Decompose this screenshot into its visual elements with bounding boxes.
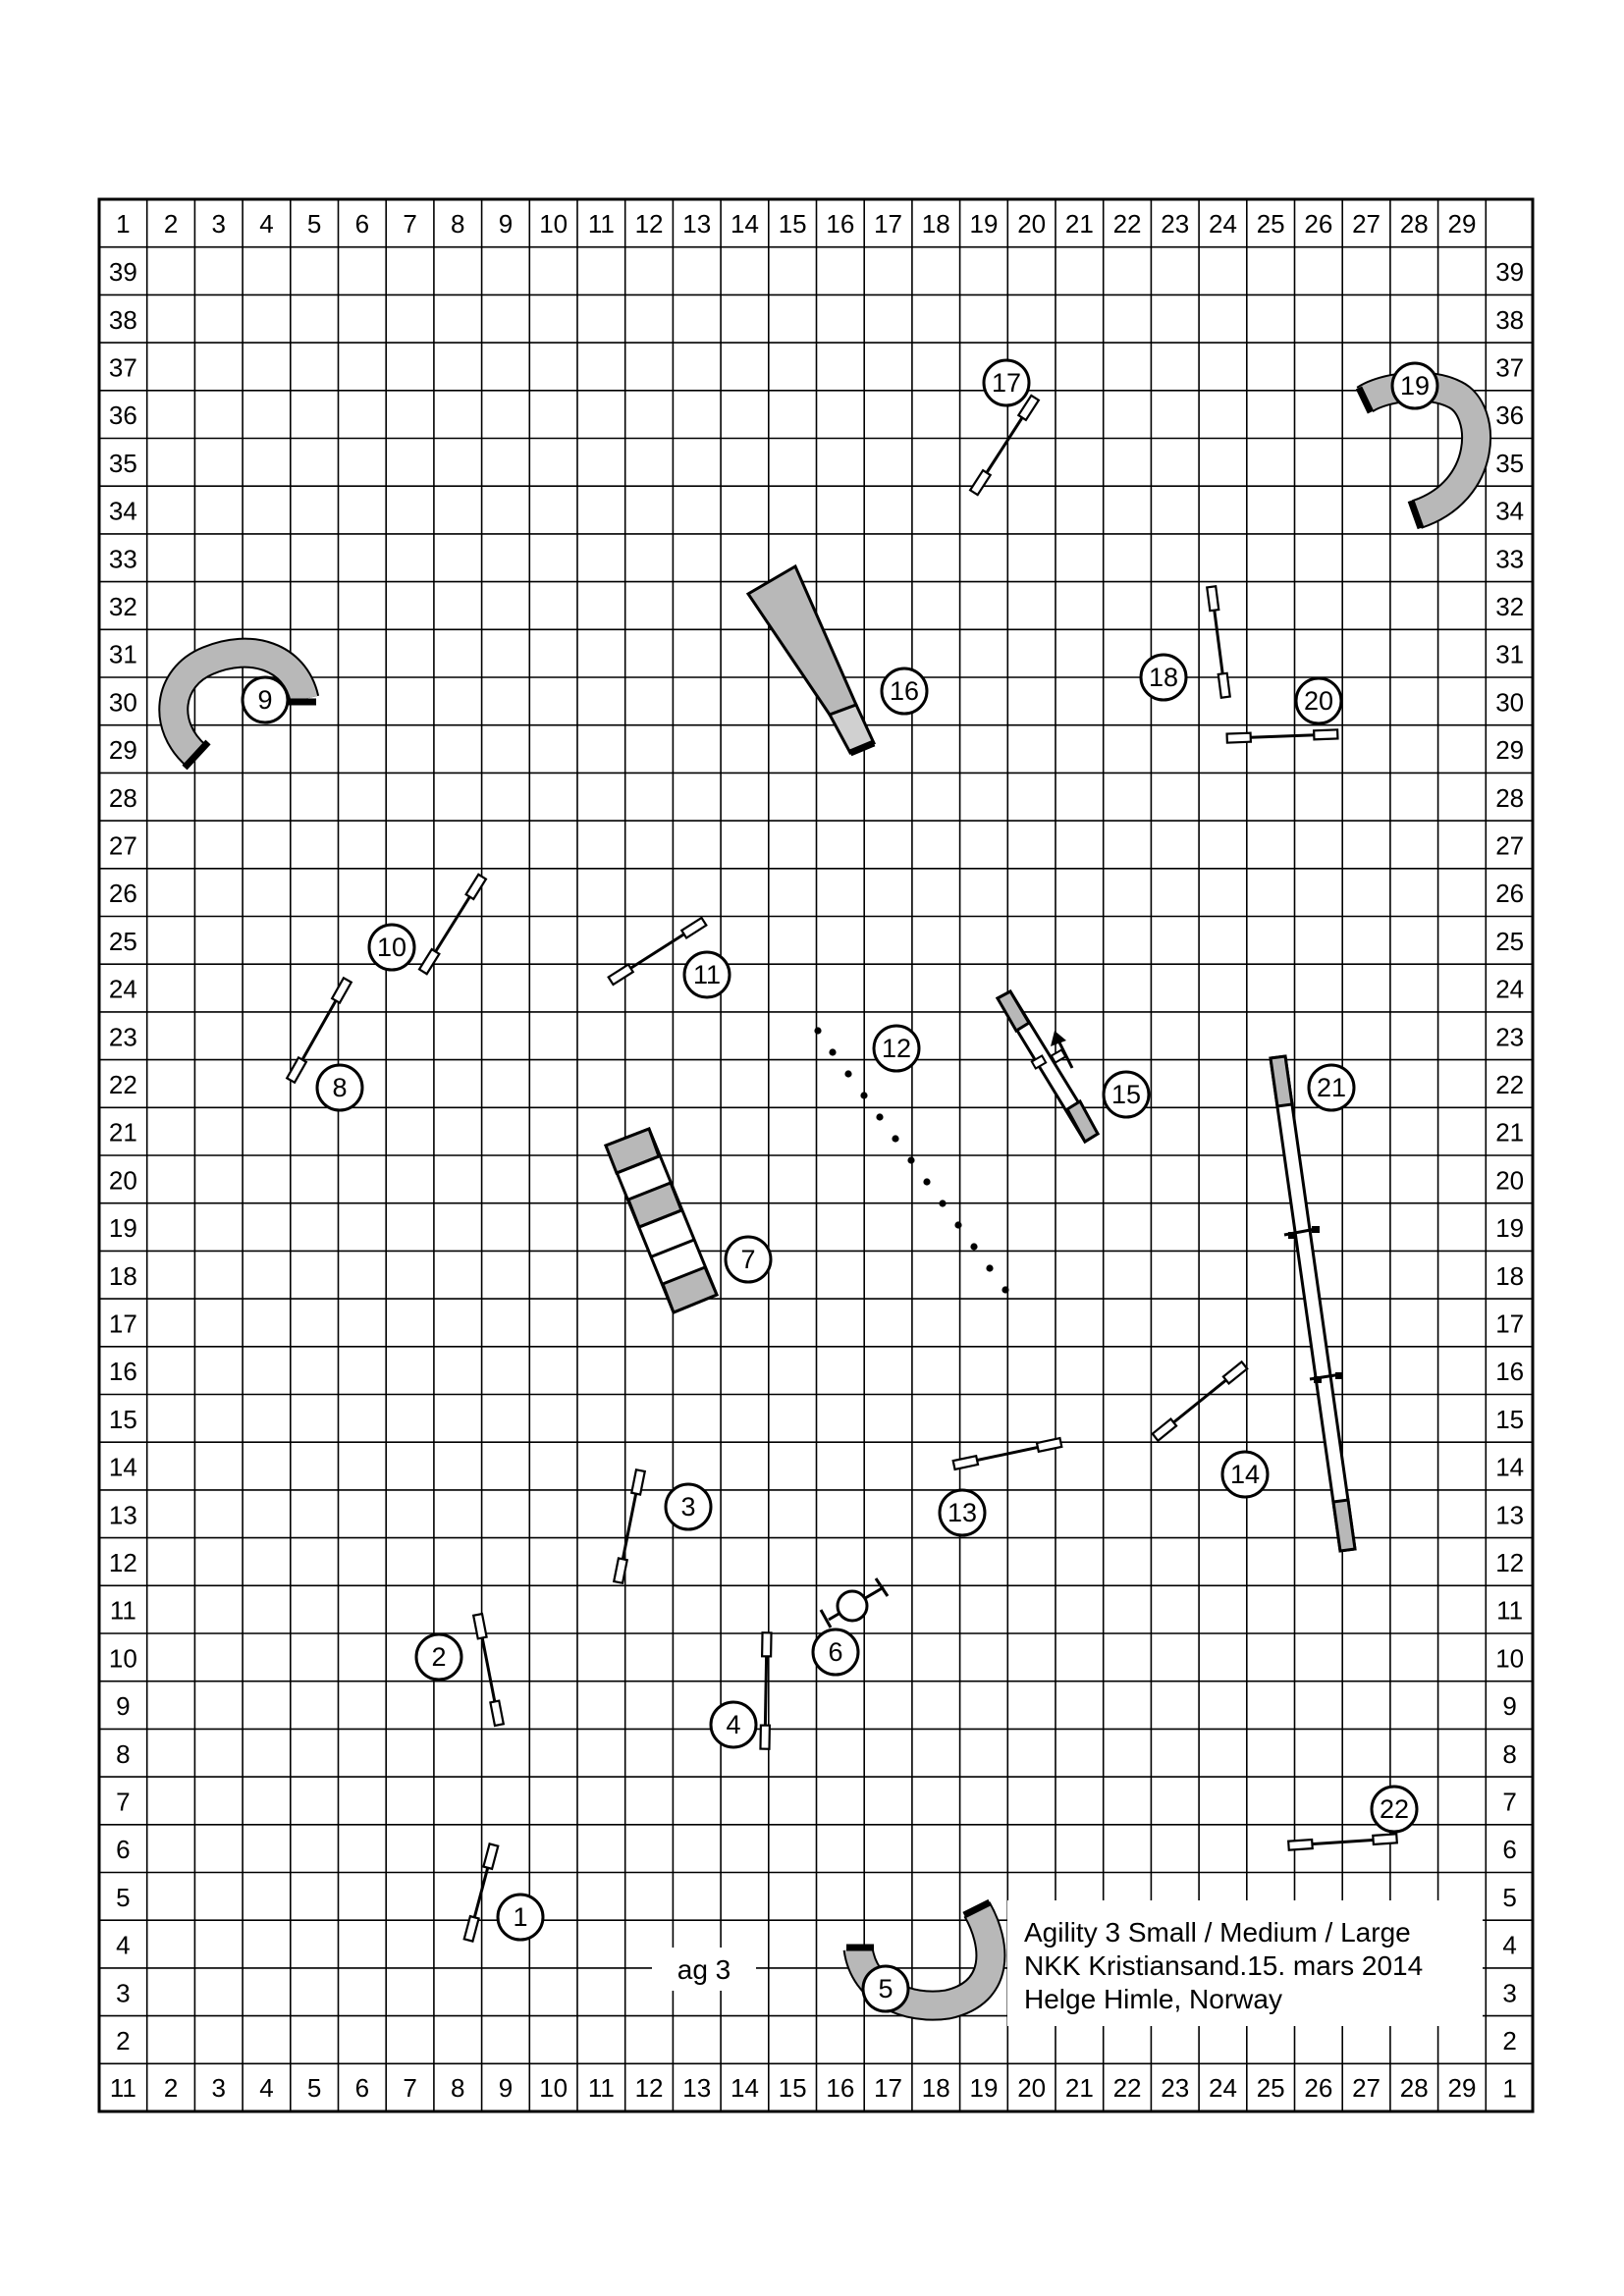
- grid-bottom-label: 27: [1352, 2073, 1381, 2103]
- grid-right-label: 26: [1495, 879, 1525, 909]
- grid-bottom-label: 7: [403, 2073, 417, 2103]
- grid-top-label: 24: [1208, 209, 1237, 239]
- course-number-label: 8: [332, 1073, 348, 1102]
- course-number-label: 9: [257, 685, 273, 715]
- grid-left-label: 16: [108, 1357, 137, 1387]
- grid-top-label: 5: [306, 209, 322, 239]
- grid-left-label: 14: [108, 1452, 137, 1482]
- grid-top-label: 21: [1064, 209, 1094, 239]
- grid-right-label: 38: [1495, 304, 1525, 335]
- course-number-17: [984, 360, 1029, 405]
- course-number-11: [684, 952, 730, 997]
- grid-right-label: 15: [1495, 1404, 1525, 1434]
- grid-bottom-label: 4: [259, 2073, 274, 2103]
- grid-top-label: 8: [451, 209, 465, 239]
- grid-right-label: 8: [1502, 1738, 1517, 1769]
- grid-bottom-label: 9: [498, 2073, 514, 2103]
- grid-top-label: 13: [682, 209, 712, 239]
- course-number-label: 20: [1303, 686, 1334, 716]
- course-number-6: [813, 1629, 858, 1675]
- grid-bottom-label: 17: [874, 2073, 903, 2103]
- course-number-13: [940, 1490, 985, 1535]
- grid-left-label: 2: [116, 2025, 131, 2056]
- grid-bottom-label: 10: [539, 2073, 568, 2103]
- jump: [419, 875, 486, 974]
- grid-right-label: 12: [1495, 1547, 1525, 1577]
- grid-left-label: 31: [108, 639, 137, 669]
- grid-left-label: 20: [108, 1165, 137, 1196]
- grid-right-label: 25: [1495, 926, 1525, 956]
- grid-left-label: 19: [108, 1213, 137, 1244]
- grid-bottom-label: 25: [1256, 2073, 1285, 2103]
- grid-right-label: 35: [1495, 448, 1525, 478]
- grid-left-label: 39: [108, 257, 137, 288]
- course-label-box: [652, 1948, 756, 1991]
- grid-left-label: 23: [108, 1022, 137, 1052]
- course-number-20: [1296, 678, 1341, 723]
- course-number-label: 18: [1148, 663, 1179, 692]
- grid-right-label: 10: [1495, 1643, 1525, 1674]
- grid-right-label: 22: [1495, 1069, 1525, 1099]
- grid-right-label: 24: [1495, 974, 1525, 1004]
- info-title: Agility 3 Small / Medium / Large: [1024, 1917, 1411, 1948]
- grid-left-label: 26: [108, 879, 137, 909]
- grid-right-label: 14: [1495, 1452, 1525, 1482]
- grid-left-label: 25: [108, 926, 137, 956]
- grid-left-label: 18: [108, 1260, 137, 1291]
- grid-left-label: 28: [108, 782, 137, 813]
- grid-top-label: 18: [921, 209, 950, 239]
- course-label: ag 3: [677, 1954, 731, 1985]
- grid-bottom-label: 29: [1447, 2073, 1477, 2103]
- grid-right-label: 4: [1502, 1930, 1517, 1960]
- grid-left-label: 3: [116, 1978, 131, 2008]
- grid-right-label: 36: [1495, 400, 1525, 431]
- course-number-2: [416, 1634, 461, 1680]
- grid-bottom-label: 19: [969, 2073, 999, 2103]
- course-number-3: [666, 1484, 711, 1529]
- grid-right-label: 3: [1502, 1978, 1517, 2008]
- course-number-label: 6: [828, 1637, 843, 1667]
- grid-left-label: 36: [108, 400, 137, 431]
- grid-top-label: 9: [498, 209, 514, 239]
- grid-left-label: 37: [108, 352, 137, 383]
- grid-left-label: 17: [108, 1308, 137, 1339]
- info-judge: Helge Himle, Norway: [1024, 1984, 1282, 2014]
- grid-left-label: 9: [116, 1691, 131, 1722]
- course-number-8: [317, 1065, 362, 1110]
- info-box: [1007, 1900, 1483, 2026]
- grid-left-label: 33: [108, 544, 137, 574]
- grid-right-label: 2: [1502, 2025, 1517, 2056]
- grid-left-label: 13: [108, 1500, 137, 1530]
- grid-top-label: 25: [1256, 209, 1285, 239]
- course-number-1: [498, 1895, 543, 1940]
- grid-left-label: 29: [108, 735, 137, 766]
- grid-right-label: 23: [1495, 1022, 1525, 1052]
- grid-right-label: 34: [1495, 496, 1525, 526]
- course-number-label: 7: [740, 1245, 756, 1274]
- course-number-label: 22: [1379, 1794, 1410, 1824]
- grid-bottom-label: 23: [1161, 2073, 1190, 2103]
- grid-left-label: 10: [108, 1643, 137, 1674]
- grid-top-label: 1: [116, 209, 131, 239]
- grid-right-label: 28: [1495, 782, 1525, 813]
- grid-right-label: 16: [1495, 1357, 1525, 1387]
- grid-right-label: 9: [1502, 1691, 1517, 1722]
- grid-bottom-label: 16: [826, 2073, 855, 2103]
- jump: [1153, 1362, 1247, 1440]
- grid-left-label: 24: [108, 974, 137, 1004]
- grid-bottom-label: 11: [109, 2073, 136, 2103]
- grid-bottom-label: 11: [587, 2073, 615, 2103]
- course-number-14: [1222, 1452, 1268, 1497]
- grid-bottom-label: 13: [682, 2073, 712, 2103]
- course-number-19: [1392, 363, 1437, 408]
- aframe-7: [606, 1129, 717, 1312]
- grid-bottom-label: 22: [1112, 2073, 1142, 2103]
- course-number-label: 19: [1399, 371, 1431, 400]
- grid-bottom-label: 3: [211, 2073, 226, 2103]
- course-number-label: 5: [878, 1974, 893, 2003]
- jump: [970, 396, 1039, 495]
- grid-right-label: 32: [1495, 591, 1525, 621]
- grid-top-label: 14: [730, 209, 759, 239]
- grid-top-label: 26: [1304, 209, 1333, 239]
- grid-bottom-label: 5: [306, 2073, 322, 2103]
- grid-left-label: 11: [109, 1595, 136, 1626]
- grid-left-label: 35: [108, 448, 137, 478]
- grid-bottom-label: 24: [1208, 2073, 1237, 2103]
- grid-bottom-label: 6: [354, 2073, 370, 2103]
- jump: [1207, 586, 1229, 698]
- grid-left-label: 21: [108, 1117, 137, 1148]
- grid-right-label: 5: [1502, 1882, 1517, 1912]
- course-number-5: [863, 1966, 908, 2011]
- grid-bottom-label: 26: [1304, 2073, 1333, 2103]
- grid-right-label: 11: [1496, 1595, 1524, 1626]
- grid-top-label: 6: [354, 209, 370, 239]
- grid-left-label: 7: [116, 1787, 131, 1817]
- grid-left-label: 34: [108, 496, 137, 526]
- grid-top-label: 11: [587, 209, 615, 239]
- grid-left-label: 30: [108, 687, 137, 718]
- jump: [1227, 729, 1338, 742]
- grid-left-label: 6: [116, 1835, 131, 1865]
- grid-left-label: 5: [116, 1882, 131, 1912]
- grid-right-label: 7: [1502, 1787, 1517, 1817]
- grid-top-label: 17: [874, 209, 903, 239]
- grid-right-label: 19: [1495, 1213, 1525, 1244]
- course-number-label: 3: [680, 1492, 696, 1522]
- grid-top-label: 7: [403, 209, 417, 239]
- course-number-15: [1104, 1072, 1149, 1117]
- grid-top-label: 20: [1017, 209, 1047, 239]
- grid-bottom-label: 28: [1399, 2073, 1429, 2103]
- course-number-10: [369, 925, 414, 970]
- grid-left-label: 15: [108, 1404, 137, 1434]
- grid-right-label: 18: [1495, 1260, 1525, 1291]
- grid-left-label: 4: [116, 1930, 131, 1960]
- grid-left-label: 12: [108, 1547, 137, 1577]
- jumps: [287, 396, 1397, 1942]
- grid-right-label: 30: [1495, 687, 1525, 718]
- grid-right-label: 17: [1495, 1308, 1525, 1339]
- grid-right-label: 13: [1495, 1500, 1525, 1530]
- grid-right-label: 31: [1495, 639, 1525, 669]
- grid-top-label: 10: [539, 209, 568, 239]
- course-number-label: 13: [947, 1498, 978, 1527]
- grid-bottom-label: 12: [634, 2073, 664, 2103]
- grid-right-label: 37: [1495, 352, 1525, 383]
- grid-top-label: 2: [163, 209, 179, 239]
- grid-right-label: 20: [1495, 1165, 1525, 1196]
- grid-top-label: 29: [1447, 209, 1477, 239]
- grid-bottom-label: 14: [730, 2073, 759, 2103]
- grid-top-label: 3: [211, 209, 226, 239]
- course-number-label: 16: [889, 676, 920, 706]
- grid-top-label: 22: [1112, 209, 1142, 239]
- grid-left-label: 27: [108, 830, 137, 861]
- course-number-16: [882, 668, 927, 714]
- course-number-label: 14: [1229, 1460, 1261, 1489]
- info-event: NKK Kristiansand.15. mars 2014: [1024, 1950, 1424, 1981]
- course-number-9: [243, 677, 288, 722]
- course-number-18: [1141, 655, 1186, 700]
- grid-top-label: 16: [826, 209, 855, 239]
- course-number-label: 21: [1316, 1073, 1347, 1102]
- course-number-label: 11: [692, 960, 722, 989]
- grid-right-label: 29: [1495, 735, 1525, 766]
- course-number-label: 2: [431, 1642, 447, 1672]
- grid-top-label: 19: [969, 209, 999, 239]
- grid-right-label: 27: [1495, 830, 1525, 861]
- grid-top-label: 28: [1399, 209, 1429, 239]
- jump: [614, 1469, 645, 1582]
- course-number-label: 12: [881, 1034, 912, 1063]
- grid-right-label: 33: [1495, 544, 1525, 574]
- grid-top-label: 12: [634, 209, 664, 239]
- grid-left-label: 22: [108, 1069, 137, 1099]
- jump: [473, 1614, 504, 1726]
- course-number-12: [874, 1026, 919, 1071]
- course-number-7: [726, 1237, 771, 1282]
- seesaw-15: [998, 991, 1098, 1142]
- course-number-label: 4: [726, 1710, 741, 1739]
- course-number-4: [711, 1702, 756, 1747]
- grid-bottom-label: 18: [921, 2073, 950, 2103]
- jump: [760, 1632, 771, 1748]
- course-number-label: 10: [376, 933, 407, 962]
- grid-right-label: 1: [1502, 2073, 1517, 2104]
- grid-top-label: 23: [1161, 209, 1190, 239]
- grid-right-label: 39: [1495, 257, 1525, 288]
- grid-lines: [99, 199, 1533, 2111]
- grid-left-label: 32: [108, 591, 137, 621]
- grid-bottom-label: 20: [1017, 2073, 1047, 2103]
- grid-bottom-label: 15: [778, 2073, 807, 2103]
- grid-bottom-label: 21: [1064, 2073, 1094, 2103]
- course-number-22: [1372, 1787, 1417, 1832]
- grid-bottom-label: 2: [163, 2073, 179, 2103]
- grid-right-label: 21: [1495, 1117, 1525, 1148]
- course-number-label: 15: [1110, 1080, 1142, 1109]
- grid-left-label: 8: [116, 1738, 131, 1769]
- grid-left-label: 38: [108, 304, 137, 335]
- course-numbers: [243, 360, 1437, 2011]
- grid-top-label: 27: [1352, 209, 1381, 239]
- grid-right-label: 6: [1502, 1835, 1517, 1865]
- grid-bottom-label: 8: [451, 2073, 465, 2103]
- course-number-label: 1: [513, 1902, 528, 1932]
- course-number-21: [1309, 1065, 1354, 1110]
- grid-top-label: 15: [778, 209, 807, 239]
- grid-top-label: 4: [259, 209, 274, 239]
- course-number-label: 17: [991, 368, 1022, 398]
